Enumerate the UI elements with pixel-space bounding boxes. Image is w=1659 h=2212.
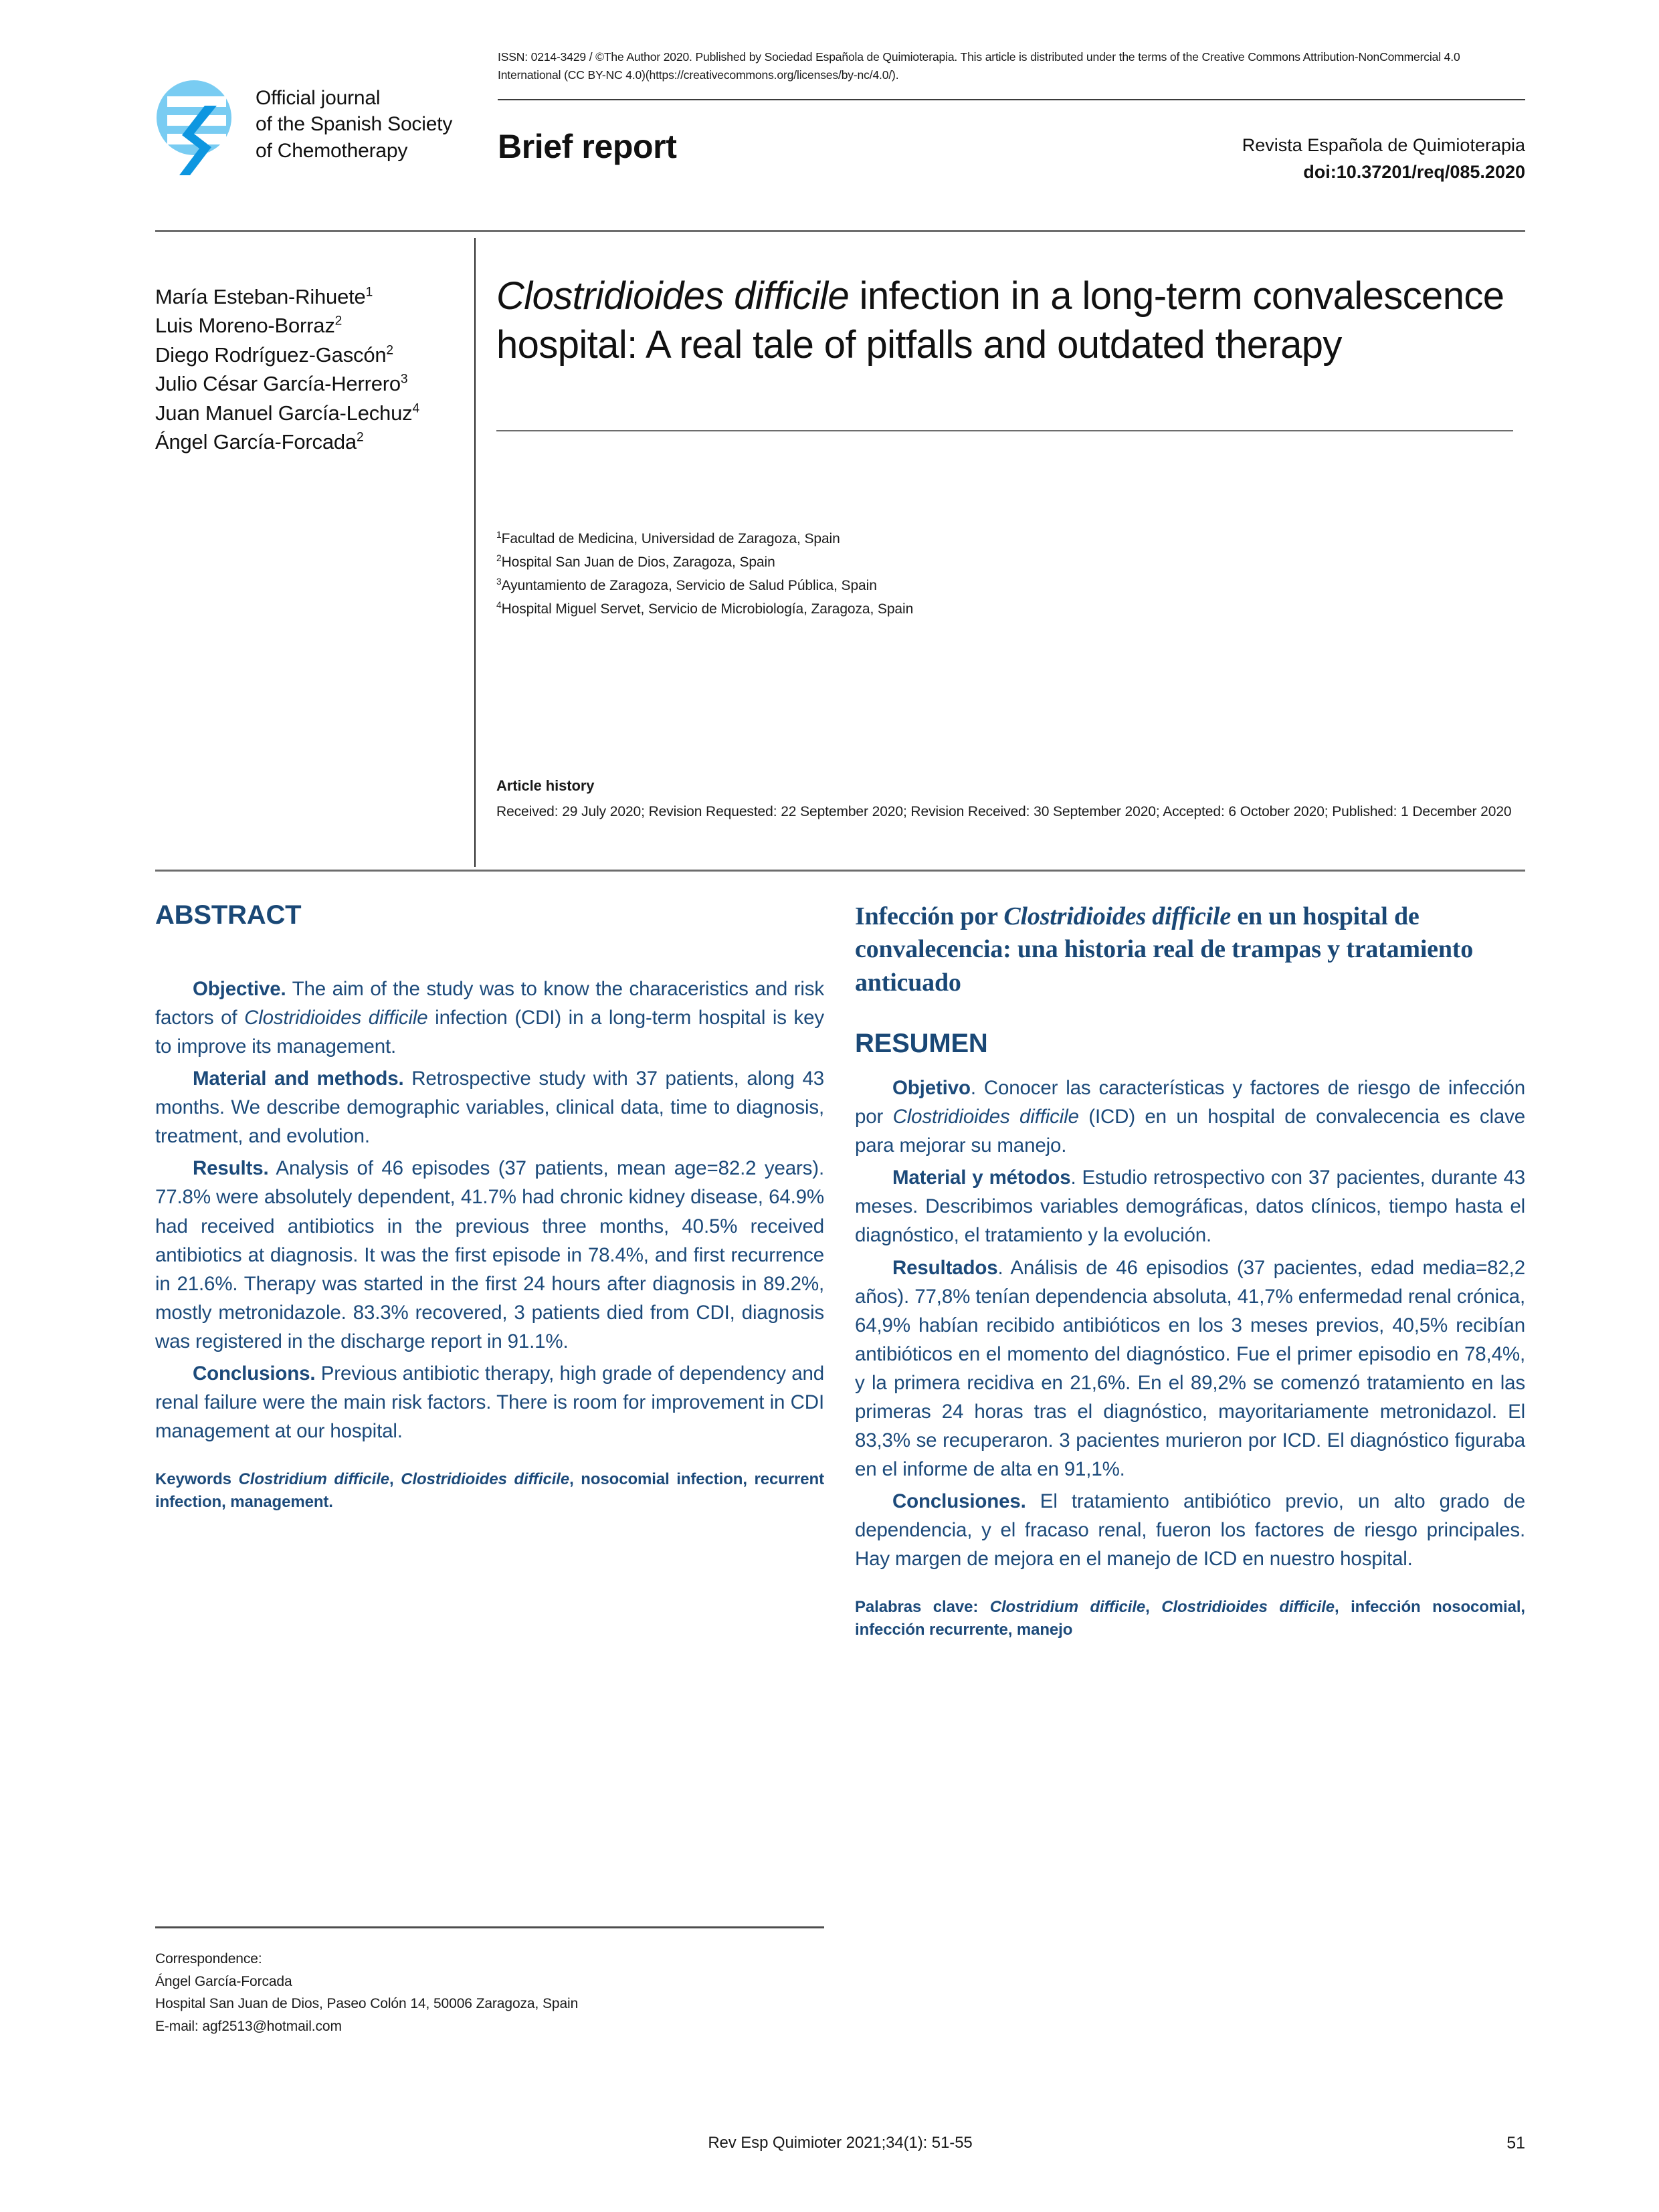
author-entry <box>155 427 456 456</box>
resumen-objetivo-species: Clostridioides difficile <box>892 1106 1079 1128</box>
affiliation-marker: 4 <box>496 599 502 611</box>
article-type-label: Brief report <box>498 128 677 165</box>
resumen-metodos-label: Material y métodos <box>892 1167 1071 1189</box>
article-title-rest: infection in a long-term convalescence hospital: A real tale of pitfalls and outdated therapy <box>496 274 1504 367</box>
resumen-objetivo-text-1: . Conocer las características y factores de riesgo de infección por <box>855 1077 1525 1128</box>
palabras-clave-rest: , infección nosocomial, infección recurrente, manejo <box>855 1598 1526 1639</box>
abstract-column-spanish <box>855 900 1525 1641</box>
palabras-clave-separator-1: , <box>1145 1598 1162 1617</box>
resumen-resultados-label: Resultados <box>892 1256 998 1279</box>
resumen-metodos-text: . Estudio retrospectivo con 37 pacientes, durante 43 meses. Describimos variables demográficas, datos clínicos, tiempo hasta el diagnóstico, el tratamiento y la evolución. <box>855 1167 1525 1247</box>
resumen-objetivo-paragraph <box>855 1074 1525 1160</box>
correspondence-top-rule <box>155 1926 824 1928</box>
spanish-title-part-2: en un hospital de convalecencia: una historia real de trampas y tratamiento anticuado <box>855 902 1474 997</box>
affiliation-list <box>496 527 1513 621</box>
author-name: Diego Rodríguez-Gascón <box>155 342 387 367</box>
abstract-methods-text: Retrospective study with 37 patients, along 43 months. We describe demographic variables, clinical data, time to diagnosis, treatment, and evolution. <box>155 1068 824 1148</box>
journal-identity-block <box>1242 132 1525 186</box>
article-history-heading: Article history <box>496 777 595 794</box>
author-affiliation-marker: 2 <box>356 430 364 445</box>
author-affiliation-marker: 2 <box>334 314 343 329</box>
author-entry <box>155 369 456 398</box>
abstract-results-text: Analysis of 46 episodes (37 patients, mean age=82.2 years). 77.8% were absolutely dependent, 41.7% had chronic kidney disease, 64.9% had received antibiotics in the previous three months, 40.5% received antibiotics at diagnosis. It was the first episode in 78.4%, and first recurrence in 21.6%. Therapy was started in the first 24 hours after diagnosis in 89.2%, mostly metronidazole. 83.3% recovered, 3 patients died from CDI, diagnosis was registered in the discharge report in 91.1%. <box>155 1157 824 1352</box>
abstract-keywords <box>155 1468 824 1514</box>
abstract-objective-paragraph <box>155 975 824 1061</box>
correspondence-email[interactable]: E-mail: agf2513@hotmail.com <box>155 2018 342 2034</box>
page-header <box>155 48 1525 242</box>
keyword-species-1: Clostridium difficile <box>238 1470 390 1488</box>
affiliation-marker: 1 <box>496 529 502 540</box>
title-block-vertical-rule <box>474 238 476 867</box>
author-entry <box>155 311 456 340</box>
author-name: María Esteban-Rihuete <box>155 285 366 308</box>
logo-line-3: of Chemotherapy <box>256 139 408 162</box>
journal-logo-text <box>256 85 452 165</box>
resumen-heading: RESUMEN <box>855 1029 988 1059</box>
resumen-objetivo-text-2: (ICD) en un hospital de convalecencia es clave para mejorar su manejo. <box>855 1106 1526 1157</box>
spanish-article-title <box>855 900 1525 999</box>
abstract-conclusions-paragraph <box>155 1359 824 1445</box>
logo-line-1: Official journal <box>256 86 381 109</box>
author-affiliation-marker: 4 <box>412 401 419 416</box>
author-entry <box>155 282 456 311</box>
affiliation-text: Ayuntamiento de Zaragoza, Servicio de Salud Pública, Spain <box>501 578 877 594</box>
abstract-objective-species: Clostridioides difficile <box>244 1007 428 1029</box>
author-name: Juan Manuel García-Lechuz <box>155 401 413 425</box>
affiliation-entry <box>496 574 1513 597</box>
resumen-metodos-paragraph <box>855 1163 1525 1249</box>
resumen-resultados-text: . Análisis de 46 episodios (37 pacientes, edad media=82,2 años). 77,8% tenían dependencia absoluta, 41,7% enfermedad renal crónica, 64,9% habían recibido antibióticos en los 3 meses previos, 40,5% recibían antibióticos en el momento del diagnóstico. Fue el primer episodio en 78,4%, y la primera recidiva en 21,6%. En el 89,2% se comenzó tratamiento en las primeras 24 horas tras el diagnóstico, mayoritariamente metronidazol. El 83,3% se recuperaron. 3 pacientes murieron por ICD. El diagnóstico figuraba en el informe de alta en 91,1%. <box>855 1256 1525 1480</box>
abstract-objective-label: Objective. <box>193 978 286 1000</box>
correspondence-block <box>155 1948 858 2037</box>
palabra-clave-species-1: Clostridium difficile <box>989 1598 1146 1617</box>
article-title <box>496 272 1513 369</box>
resumen-resultados-paragraph <box>855 1253 1525 1484</box>
abstract-column-english <box>155 900 824 1514</box>
abstract-objective-text-1: The aim of the study was to know the characeristics and risk factors of <box>155 978 824 1029</box>
resumen-conclusiones-text: El tratamiento antibiótico previo, un alto grado de dependencia, y el fracaso renal, fueron los factores de riesgo principales. Hay margen de mejora en el manejo de ICD en nuestro hospital. <box>855 1490 1525 1571</box>
resumen-objetivo-label: Objetivo <box>892 1077 971 1100</box>
author-affiliation-marker: 2 <box>386 343 393 358</box>
logo-line-2: of the Spanish Society <box>256 113 453 136</box>
spanish-title-species: Clostridioides difficile <box>1003 902 1232 930</box>
abstract-results-label: Results. <box>193 1157 269 1180</box>
affiliation-text: Hospital San Juan de Dios, Zaragoza, Spain <box>501 555 775 571</box>
author-affiliation-marker: 3 <box>400 372 408 387</box>
correspondence-address: Hospital San Juan de Dios, Paseo Colón 14, 50006 Zaragoza, Spain <box>155 1996 579 2012</box>
article-history <box>496 774 1520 823</box>
affiliation-text: Hospital Miguel Servet, Servicio de Microbiología, Zaragoza, Spain <box>501 601 914 617</box>
palabras-clave-label: Palabras clave: <box>855 1598 990 1617</box>
keyword-species-2: Clostridioides difficile <box>401 1470 570 1488</box>
abstract-conclusions-text: Previous antibiotic therapy, high grade of dependency and renal failure were the main risk factors. There is room for improvement in CDI management at our hospital. <box>155 1362 824 1442</box>
resumen-palabras-clave <box>855 1596 1525 1641</box>
author-name: Luis Moreno-Borraz <box>155 314 335 338</box>
affiliation-text: Facultad de Medicina, Universidad de Zaragoza, Spain <box>501 531 840 546</box>
keywords-rest: , nosocomial infection, recurrent infection, management. <box>155 1470 824 1512</box>
spanish-society-chemotherapy-logo-icon <box>155 68 241 181</box>
correspondence-name: Ángel García-Forcada <box>155 1973 292 1989</box>
resumen-conclusiones-paragraph <box>855 1487 1525 1573</box>
correspondence-label: Correspondence: <box>155 1951 262 1967</box>
abstract-conclusions-label: Conclusions. <box>193 1362 316 1385</box>
header-bottom-rule <box>155 230 1525 232</box>
author-name: Ángel García-Forcada <box>155 429 357 454</box>
abstract-methods-paragraph <box>155 1064 824 1150</box>
abstract-objective-text-2: infection (CDI) in a long-term hospital is key to improve its management. <box>155 1007 825 1058</box>
journal-name: Revista Española de Quimioterapia <box>1242 135 1525 155</box>
abstract-heading: ABSTRACT <box>155 900 302 930</box>
keywords-label: Keywords <box>155 1470 239 1488</box>
keywords-separator-1: , <box>389 1470 401 1488</box>
resumen-conclusiones-label: Conclusiones. <box>892 1490 1026 1513</box>
footer-page-number: 51 <box>1506 2134 1525 2152</box>
author-name: Julio César García-Herrero <box>155 372 401 396</box>
affiliation-marker: 3 <box>496 576 502 587</box>
issn-copyright-notice: ISSN: 0214-3429 / ©The Author 2020. Published by Sociedad Española de Quimioterapia. This article is distributed under the terms of the Creative Commons Attribution-NonCommercial 4.0 International (CC BY-NC 4.0)(https://creativecommons.org/licenses/by-nc/4.0/). <box>498 50 1460 82</box>
article-history-text: Received: 29 July 2020; Revision Requested: 22 September 2020; Revision Received: 30 September 2020; Accepted: 6 October 2020; Published: 1 December 2020 <box>496 803 1512 819</box>
title-block-bottom-rule <box>155 870 1525 872</box>
title-bottom-rule <box>496 430 1513 431</box>
page-footer <box>155 2134 1525 2160</box>
affiliation-marker: 2 <box>496 552 502 564</box>
title-block <box>155 238 1525 867</box>
article-doi: doi:10.37201/req/085.2020 <box>1303 161 1525 182</box>
article-title-species: Clostridioides difficile <box>496 274 850 318</box>
journal-logo-block <box>155 58 470 191</box>
abstract-results-paragraph <box>155 1154 824 1355</box>
footer-citation: Rev Esp Quimioter 2021;34(1): 51-55 <box>708 2134 973 2152</box>
affiliation-entry <box>496 527 1513 550</box>
palabra-clave-species-2: Clostridioides difficile <box>1161 1598 1335 1617</box>
header-divider-rule <box>498 99 1525 100</box>
affiliation-entry <box>496 550 1513 574</box>
abstract-methods-label: Material and methods. <box>193 1068 404 1090</box>
affiliation-entry <box>496 597 1513 621</box>
author-affiliation-marker: 1 <box>365 285 373 300</box>
spanish-title-part-1: Infección por <box>855 902 1004 930</box>
author-list <box>155 282 456 456</box>
author-entry <box>155 399 456 427</box>
author-entry <box>155 340 456 369</box>
